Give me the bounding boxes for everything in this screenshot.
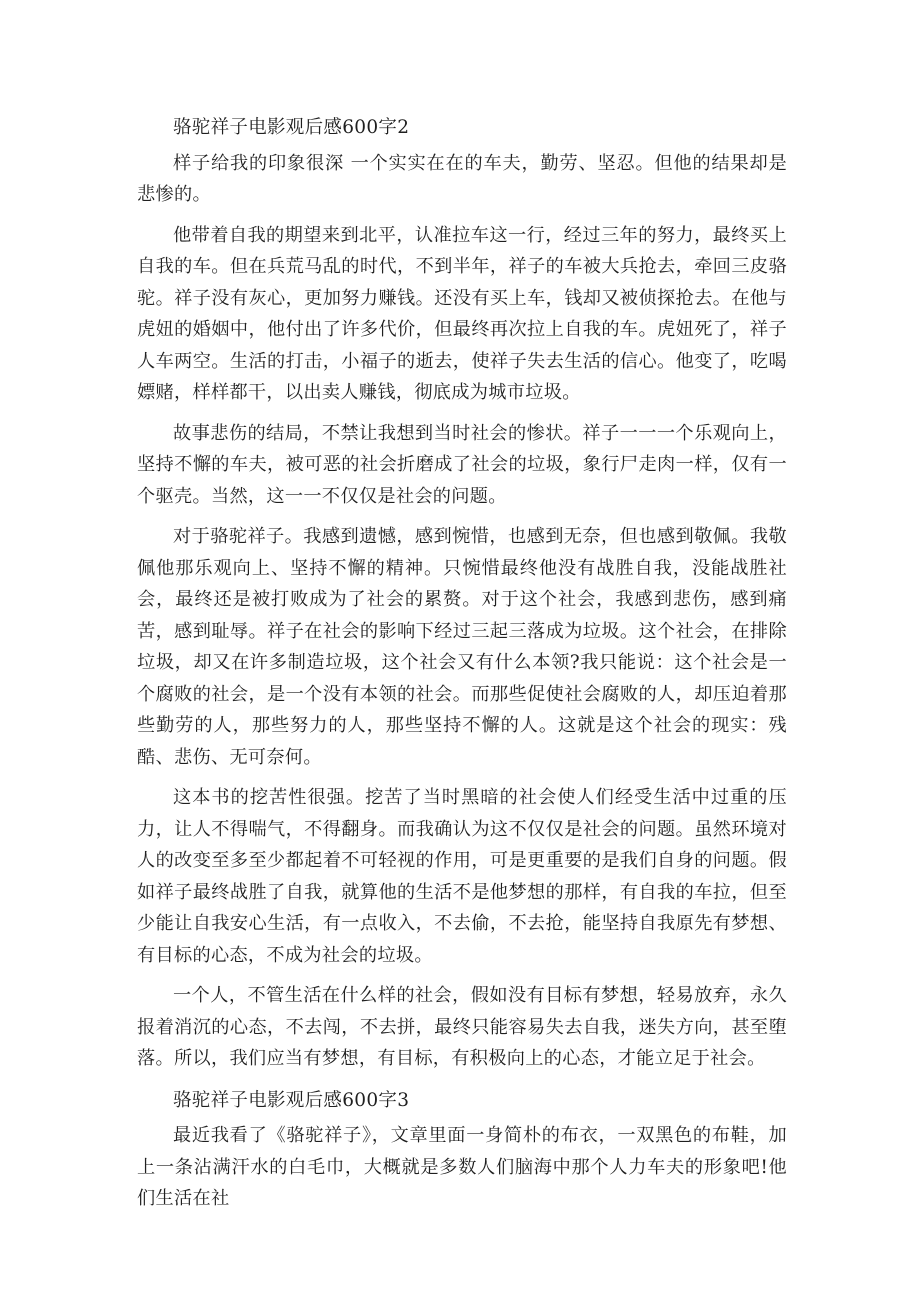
paragraph: 他带着自我的期望来到北平，认准拉车这一行，经过三年的努力，最终买上自我的车。但在兵荒马乱的时代，不到半年，祥子的车被大兵抢去，牵回三皮骆驼。祥子没有灰心，更加努力赚钱。还没有买上车，钱却又被侦探抢去。在他与虎妞的婚姻中，他付出了许多代价，但最终再次拉上自我的车。虎妞死了，祥子人车两空。生活的打击，小福子的逝去，使祥子失去生活的信心。他变了，吃喝嫖赌，样样都干，以出卖人赚钱，彻底成为城市垃圾。 xyxy=(137,224,787,403)
paragraph: 对于骆驼祥子。我感到遗憾，感到惋惜，也感到无奈，但也感到敬佩。我敬佩他那乐观向上、坚持不懈的精神。只惋惜最终他没有战胜自我，没能战胜社会，最终还是被打败成为了社会的累赘。对于这个社会，我感到悲伤，感到痛苦，感到耻辱。祥子在社会的影响下经过三起三落成为垃圾。这个社会，在排除垃圾，却又在许多制造垃圾，这个社会又有什么本领?我只能说：这个社会是一个腐败的社会，是一个没有本领的社会。而那些促使社会腐败的人，却压迫着那些勤劳的人，那些努力的人，那些坚持不懈的人。这就是这个社会的现实：残酷、悲伤、无可奈何。 xyxy=(137,526,787,768)
spacer xyxy=(137,971,787,980)
section-heading-3: 骆驼祥子电影观后感600字3 xyxy=(173,1089,410,1111)
spacer xyxy=(137,773,787,782)
spacer xyxy=(137,1075,787,1085)
spacer xyxy=(137,409,787,418)
spacer xyxy=(137,512,787,521)
paragraph: 样子给我的印象很深 一个实实在在的车夫，勤劳、坚忍。但他的结果却是悲惨的。 xyxy=(137,152,787,205)
document-body xyxy=(137,112,787,1215)
section-heading-2: 骆驼祥子电影观后感600字2 xyxy=(173,117,410,138)
paragraph: 一个人，不管生活在什么样的社会，假如没有目标有梦想，轻易放弃，永久报着消沉的心态，不去闯，不去拼，最终只能容易失去自我，迷失方向，甚至堕落。所以，我们应当有梦想，有目标，有积极向上的心态，才能立足于社会。 xyxy=(137,985,787,1069)
paragraph: 最近我看了《骆驼祥子》，文章里面一身简朴的布衣，一双黑色的布鞋，加上一条沾满汗水的白毛巾，大概就是多数人们脑海中那个人力车夫的形象吧!他们生活在社 xyxy=(137,1125,787,1209)
paragraph: 这本书的挖苦性很强。挖苦了当时黑暗的社会使人们经受生活中过重的压力，让人不得喘气，不得翻身。而我确认为这不仅仅是社会的问题。虽然环境对人的改变至多至少都起着不可轻视的作用，可是更重要的是我们自身的问题。假如祥子最终战胜了自我，就算他的生活不是他梦想的那样，有自我的车拉，但至少能让自我安心生活，有一点收入，不去偷，不去抢，能坚持自我原先有梦想、有目标的心态，不成为社会的垃圾。 xyxy=(137,787,787,966)
spacer xyxy=(137,211,787,220)
paragraph: 故事悲伤的结局，不禁让我想到当时社会的惨状。祥子一一一个乐观向上，坚持不懈的车夫，被可恶的社会折磨成了社会的垃圾，象行尸走肉一样，仅有一个驱壳。当然，这一一不仅仅是社会的问题。 xyxy=(137,422,787,507)
